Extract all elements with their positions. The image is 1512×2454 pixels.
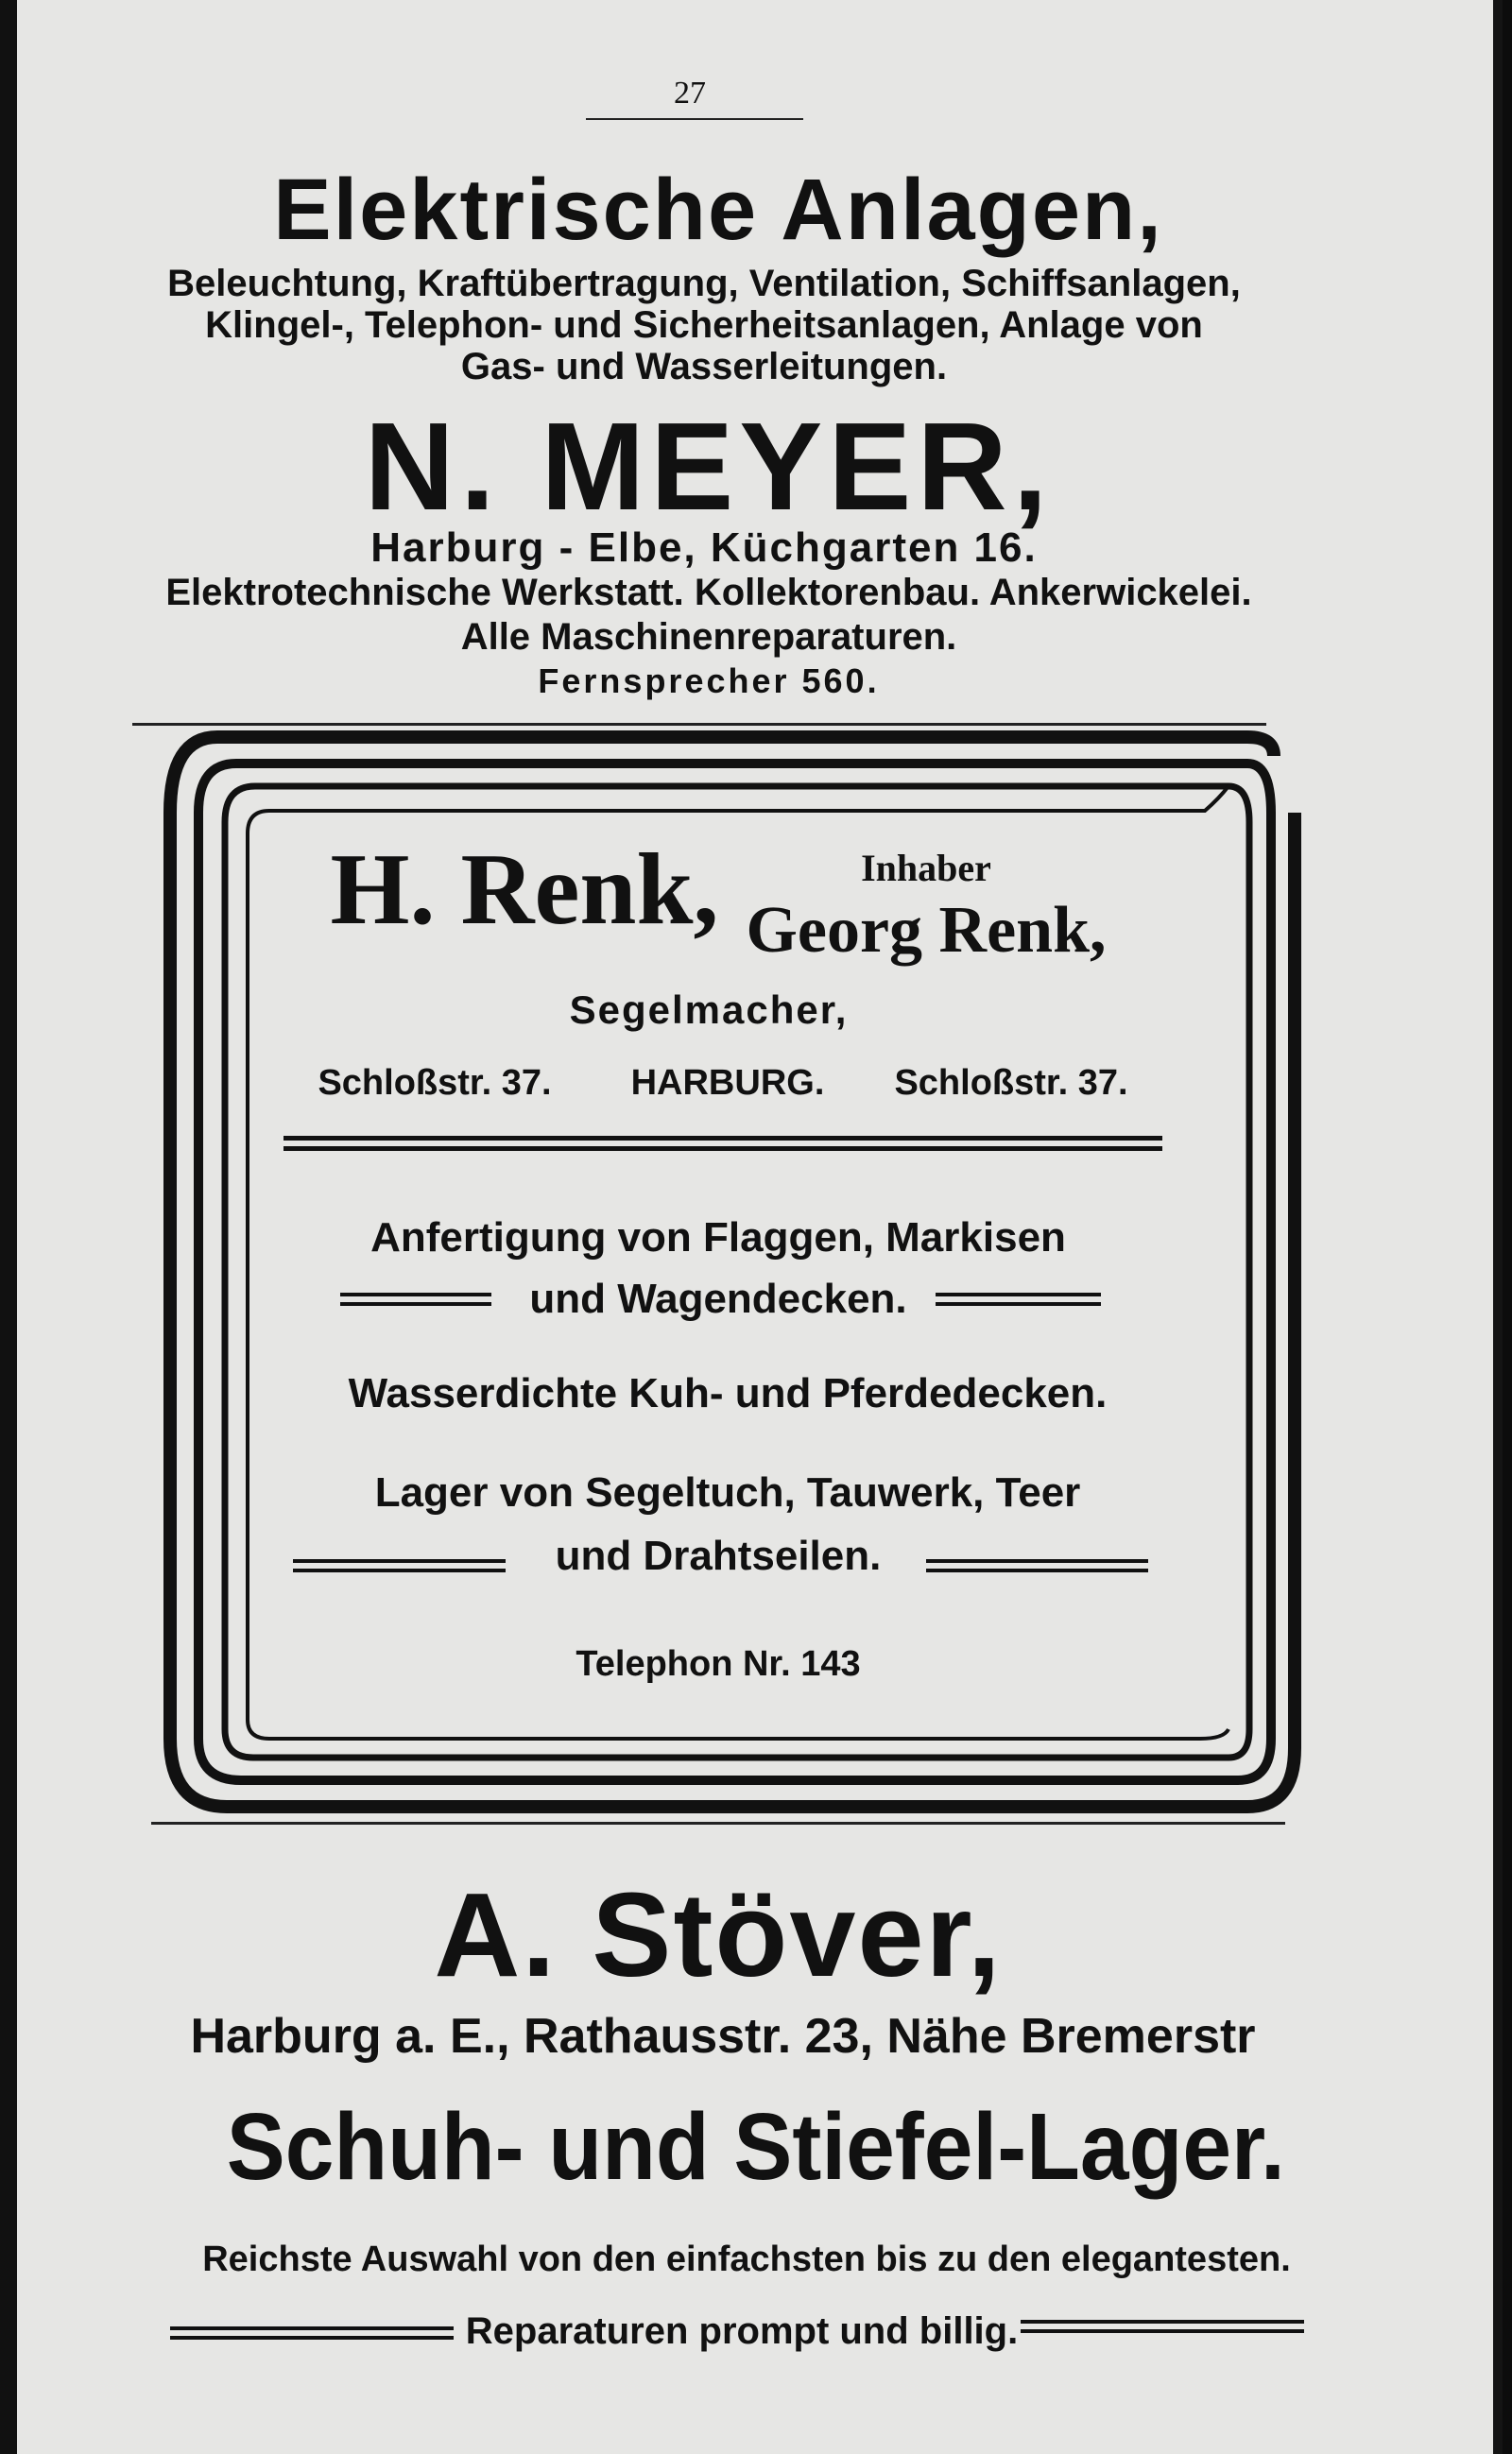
renk-line2: und Wagendecken. — [529, 1276, 907, 1322]
page-number: 27 — [674, 76, 706, 111]
stoever-rule-left — [170, 2326, 454, 2340]
renk-line3: Wasserdichte Kuh- und Pferdedecken. — [348, 1370, 1108, 1416]
renk-owner-label: Inhaber — [861, 847, 991, 889]
renk-trade: Segelmacher, — [569, 987, 849, 1032]
renk-street-left: Schloßstr. 37. — [318, 1063, 552, 1103]
stoever-company-name: A. Stöver, — [434, 1868, 1003, 2001]
meyer-services-line1: Beleuchtung, Kraftübertragung, Ventilation, Schiffsanlagen, — [167, 263, 1241, 304]
meyer-services-line2: Klingel-, Telephon- und Sicherheitsanlagen, Anlage von — [205, 304, 1203, 346]
renk-line4: Lager von Segeltuch, Tauwerk, Teer — [374, 1469, 1081, 1516]
meyer-company-name: N. MEYER, — [364, 397, 1054, 536]
renk-owner-name: Georg Renk, — [746, 894, 1107, 967]
renk-rule-right-1 — [936, 1293, 1101, 1306]
meyer-headline: Elektrische Anlagen, — [273, 162, 1163, 258]
renk-rule-right-2 — [926, 1559, 1148, 1572]
renk-rule-left-1 — [340, 1293, 491, 1306]
renk-line5: und Drahtseilen. — [555, 1533, 882, 1579]
meyer-workshop-line: Elektrotechnische Werkstatt. Kollektorenbau. Ankerwickelei. — [165, 572, 1252, 613]
stoever-rule-right — [1021, 2320, 1304, 2333]
meyer-phone: Fernsprecher 560. — [538, 661, 880, 700]
stoever-selection: Reichste Auswahl von den einfachsten bis zu den elegantesten. — [202, 2239, 1291, 2279]
stoever-slogan: Schuh- und Stiefel-Lager. — [226, 2094, 1285, 2200]
meyer-services-line3: Gas- und Wasserleitungen. — [460, 346, 948, 387]
stoever-address: Harburg a. E., Rathausstr. 23, Nähe Bremerstr — [190, 2009, 1256, 2064]
renk-phone: Telephon Nr. 143 — [576, 1644, 861, 1684]
stoever-repairs: Reparaturen prompt und billig. — [465, 2310, 1019, 2352]
meyer-repairs-line: Alle Maschinenreparaturen. — [460, 616, 957, 658]
renk-city: HARBURG. — [630, 1063, 825, 1103]
renk-double-rule — [284, 1136, 1162, 1151]
renk-line1: Anfertigung von Flaggen, Markisen — [370, 1214, 1066, 1261]
renk-street-right: Schloßstr. 37. — [894, 1063, 1128, 1103]
renk-company-name: H. Renk, — [330, 833, 719, 946]
divider-rule-bottom — [151, 1822, 1285, 1825]
meyer-address: Harburg - Elbe, Küchgarten 16. — [370, 524, 1038, 571]
renk-rule-left-2 — [293, 1559, 506, 1572]
